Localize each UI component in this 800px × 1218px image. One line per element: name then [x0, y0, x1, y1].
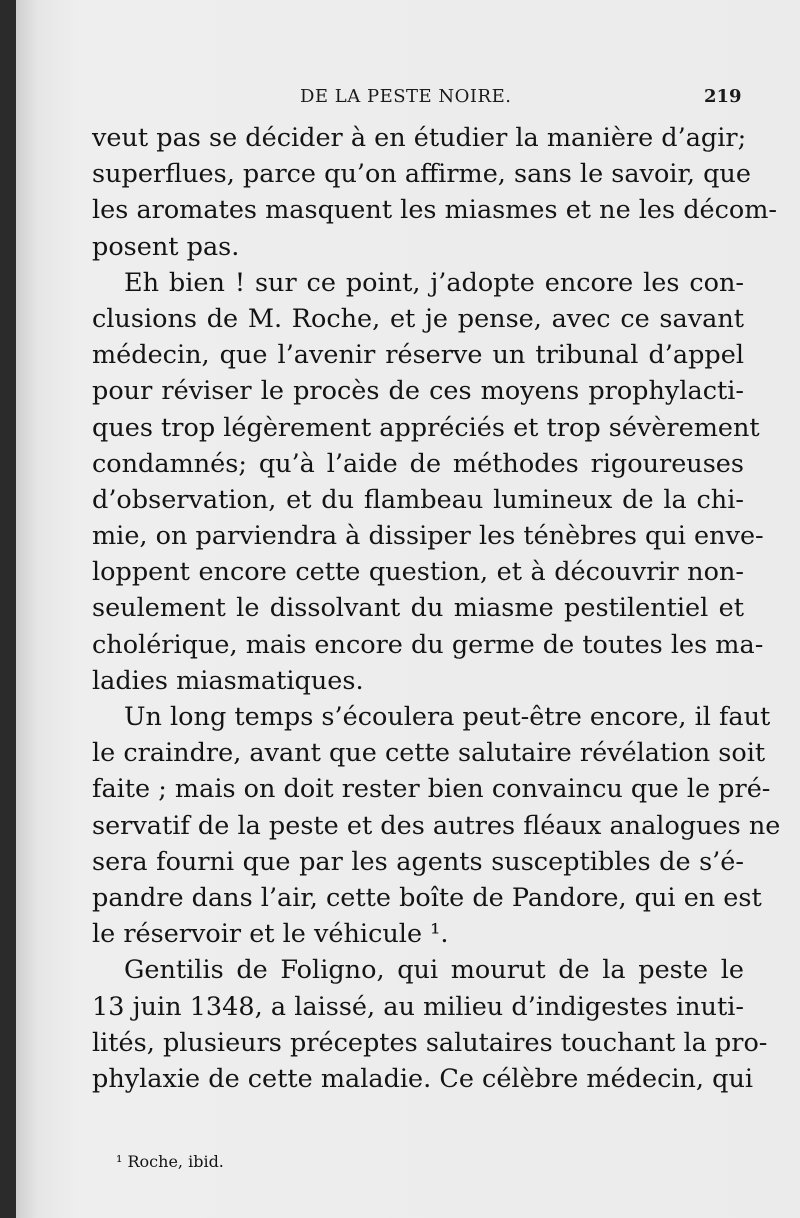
footnote: ¹ Roche, ibid.	[116, 1152, 224, 1171]
text-line: phylaxie de cette maladie. Ce célèbre médecin, qui	[92, 1063, 754, 1094]
text-line: les aromates masquent les miasmes et ne les décom-	[92, 195, 778, 226]
text-line: lités, plusieurs préceptes salutaires touchant la pro-	[92, 1027, 768, 1058]
text-line: posent pas.	[92, 231, 240, 262]
running-title: DE LA PESTE NOIRE.	[300, 86, 512, 107]
text-line: pour réviser le procès de ces moyens prophylacti-	[92, 376, 744, 407]
text-line: ladies miasmatiques.	[92, 665, 364, 696]
text-line: condamnés; qu’à l’aide de méthodes rigoureuses	[92, 448, 744, 479]
text-line: Gentilis de Foligno, qui mourut de la peste le	[124, 955, 744, 986]
text-line: le réservoir et le véhicule ¹.	[92, 919, 449, 950]
text-line: médecin, que l’avenir réserve un tribunal d’appel	[92, 340, 744, 371]
text-line: faite ; mais on doit rester bien convaincu que le pré-	[92, 774, 771, 805]
text-line: ques trop légèrement appréciés et trop sévèrement	[92, 412, 760, 443]
text-line: pandre dans l’air, cette boîte de Pandore, qui en est	[92, 882, 762, 913]
text-line: sera fourni que par les agents susceptibles de s’é-	[92, 846, 744, 877]
text-line: Un long temps s’écoulera peut-être encore, il faut	[124, 702, 771, 732]
text-line: clusions de M. Roche, et je pense, avec ce savant	[92, 303, 744, 334]
text-line: Eh bien ! sur ce point, j’adopte encore les con-	[124, 267, 744, 298]
text-line: mie, on parviendra à dissiper les ténèbres qui enve-	[92, 521, 764, 552]
text-line: cholérique, mais encore du germe de toutes les ma-	[92, 629, 764, 660]
body-text	[92, 120, 781, 1097]
text-line: d’observation, et du flambeau lumineux de la chi-	[92, 484, 744, 515]
running-head	[16, 86, 800, 116]
text-line: superflues, parce qu’on affirme, sans le savoir, que	[92, 159, 751, 190]
text-line: seulement le dissolvant du miasme pestilentiel et	[92, 593, 744, 624]
book-page	[16, 0, 800, 1218]
text-line: servatif de la peste et des autres fléaux analogues ne	[92, 810, 781, 841]
text-line: veut pas se décider à en étudier la manière d’agir;	[92, 123, 747, 153]
text-line: le craindre, avant que cette salutaire révélation soit	[92, 738, 766, 769]
page-number: 219	[704, 86, 742, 107]
text-line: 13 juin 1348, a laissé, au milieu d’indigestes inuti-	[92, 991, 744, 1022]
text-line: loppent encore cette question, et à découvrir non-	[92, 557, 744, 588]
